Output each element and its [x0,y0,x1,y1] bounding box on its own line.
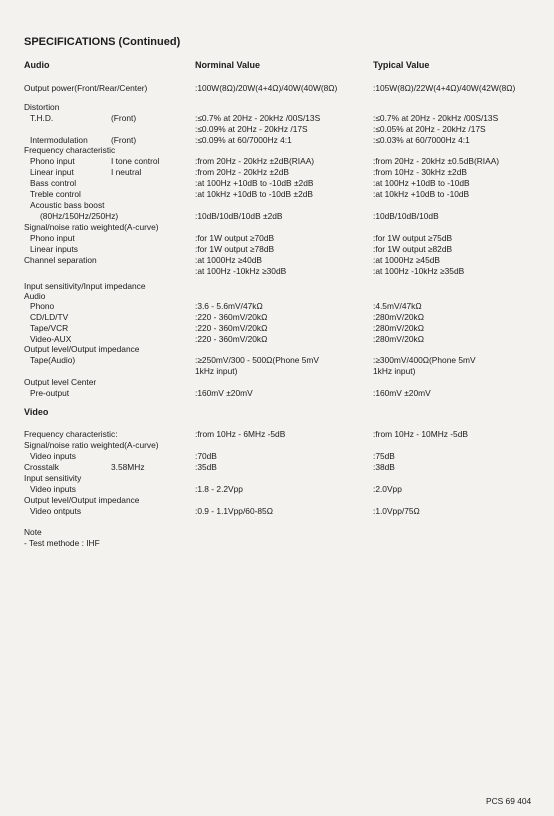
page-code: PCS 69 404 [486,796,532,806]
typical-value: :from 10Hz - 30kHz ±2dB [373,167,467,177]
spec-label: Video ontputs [30,506,82,516]
nominal-value: :at 1000Hz ≥40dB [195,255,262,265]
spec-label: Pre-output [30,388,70,398]
spec-row [24,505,544,517]
typical-value: :at 100Hz +10dB to -10dB [373,178,470,188]
nominal-value: :220 - 360mV/20kΩ [195,323,268,333]
spec-row [24,387,544,399]
spec-sub-label: (Front) [111,135,137,145]
nominal-value: :at 100Hz -10kHz ≥30dB [195,266,287,276]
spec-label: Phono input [30,233,75,243]
typical-value: :75dB [373,451,395,461]
nominal-value: :0.9 - 1.1Vpp/60-85Ω [195,506,273,516]
typical-value: :10dB/10dB/10dB [373,211,439,221]
spec-label: Video-AUX [30,334,72,344]
typical-value: :from 10Hz - 10MHz -5dB [373,429,468,439]
nominal-value: :70dB [195,451,217,461]
spec-label: Input sensitivity [24,473,82,483]
note-text-value: - Test methode : IHF [24,538,100,548]
spec-label: Frequency characteristic: [24,429,118,439]
typical-value: :from 20Hz - 20kHz ±0.5dB(RIAA) [373,156,500,166]
typical-value: :at 1000Hz ≥45dB [373,255,440,265]
nominal-value: :3.6 - 5.6mV/47kΩ [195,301,263,311]
typical-value: :for 1W output ≥75dB [373,233,453,243]
typical-value: :≤0.03% at 60/7000Hz 4:1 [373,135,470,145]
spec-label: Linear inputs [30,244,78,254]
nominal-value: :≥250mV/300 - 500Ω(Phone 5mV [195,355,319,365]
typical-value: :for 1W output ≥82dB [373,244,453,254]
nominal-value: :160mV ±20mV [195,388,253,398]
video-heading: Video [24,407,49,417]
typical-value: :280mV/20kΩ [373,323,424,333]
spec-sub-label: (Front) [111,113,137,123]
spec-label: Tape(Audio) [30,355,76,365]
spec-label: Crosstalk [24,462,59,472]
nominal-value: :220 - 360mV/20kΩ [195,334,268,344]
nominal-value: :≤0.7% at 20Hz - 20kHz /00S/13S [195,113,321,123]
spec-label: Tape/VCR [30,323,69,333]
typical-value: :≤0.05% at 20Hz - 20kHz /17S [373,124,486,134]
nominal-value-header: Norminal Value [195,60,261,70]
spec-label: Treble control [30,189,81,199]
spec-row [24,82,544,94]
nominal-value: :from 10Hz - 6MHz -5dB [195,429,286,439]
typical-value-header: Typical Value [373,60,430,70]
typical-value: :≤0.7% at 20Hz - 20kHz /00S/13S [373,113,499,123]
spec-label: Distortion [24,102,60,112]
typical-value: :160mV ±20mV [373,388,431,398]
nominal-value: :from 20Hz - 20kHz ±2dB [195,167,289,177]
nominal-value: :at 100Hz +10dB to -10dB ±2dB [195,178,314,188]
spec-sub-label: I neutral [111,167,142,177]
spec-label: Video inputs [30,484,76,494]
spec-row [24,265,544,277]
spec-label: Frequency characteristic [24,145,116,155]
spec-label: Bass control [30,178,77,188]
spec-label: Output power(Front/Rear/Center) [24,83,148,93]
page-title: SPECIFICATIONS (Continued) [24,36,181,48]
spec-label: Phono input [30,156,75,166]
typical-value: :at 100Hz -10kHz ≥35dB [373,266,465,276]
note-text [24,537,544,549]
spec-label: Channel separation [24,255,97,265]
nominal-value: :≤0.09% at 20Hz - 20kHz /17S [195,124,308,134]
typical-value: :≥300mV/400Ω(Phone 5mV [373,355,476,365]
nominal-value: :100W(8Ω)/20W(4+4Ω)/40W(40W(8Ω) [195,83,338,93]
nominal-value: :for 1W output ≥70dB [195,233,275,243]
typical-value: 1kHz input) [373,366,416,376]
spec-label: Output level/Output impedance [24,344,140,354]
spec-sub-label: I tone control [111,156,160,166]
nominal-value: :35dB [195,462,217,472]
spec-label: Output level Center [24,377,97,387]
nominal-value: 1kHz input) [195,366,238,376]
note-title-text: Note [24,527,42,537]
nominal-value: :from 20Hz - 20kHz ±2dB(RIAA) [195,156,315,166]
nominal-value: :10dB/10dB/10dB ±2dB [195,211,283,221]
typical-value: :2.0Vpp [373,484,402,494]
typical-value: :1.0Vpp/75Ω [373,506,420,516]
spec-label: Signal/noise ratio weighted(A-curve) [24,222,159,232]
spec-label: Linear input [30,167,74,177]
nominal-value: :for 1W output ≥78dB [195,244,275,254]
nominal-value: :at 10kHz +10dB to -10dB ±2dB [195,189,313,199]
spec-label: T.H.D. [30,113,54,123]
spec-label: Signal/noise ratio weighted(A-curve) [24,440,159,450]
spec-label: (80Hz/150Hz/250Hz) [40,211,119,221]
nominal-value: :≤0.09% at 60/7000Hz 4:1 [195,135,292,145]
typical-value: :280mV/20kΩ [373,312,424,322]
spec-label: Intermodulation [30,135,88,145]
spec-label: Acoustic bass boost [30,200,105,210]
spec-label: Video inputs [30,451,76,461]
audio-heading: Audio [24,60,50,70]
spec-label: Audio [24,291,46,301]
typical-value: :4.5mV/47kΩ [373,301,422,311]
spec-label: CD/LD/TV [30,312,69,322]
typical-value: :280mV/20kΩ [373,334,424,344]
spec-label: Output level/Output impedance [24,495,140,505]
typical-value: :38dB [373,462,395,472]
typical-value: :105W(8Ω)/22W(4+4Ω)/40W(42W(8Ω) [373,83,516,93]
spec-label: Phono [30,301,55,311]
spec-label: Input sensitivity/Input impedance [24,281,146,291]
nominal-value: :220 - 360mV/20kΩ [195,312,268,322]
nominal-value: :1.8 - 2.2Vpp [195,484,243,494]
typical-value: :at 10kHz +10dB to -10dB [373,189,470,199]
spec-sub-label: 3.58MHz [111,462,145,472]
